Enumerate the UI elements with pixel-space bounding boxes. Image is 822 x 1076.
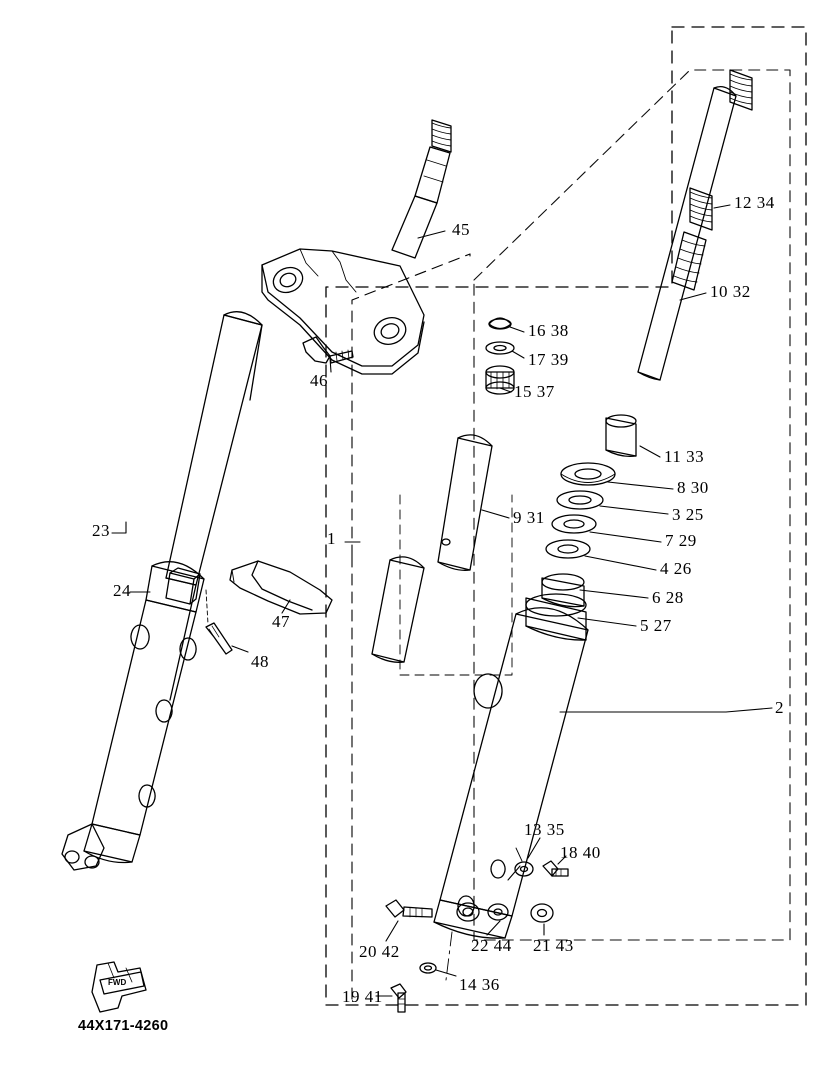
callout-9-31: 9 31 [513, 508, 545, 527]
part-sleeve-lower [372, 557, 424, 662]
callout-24: 24 [113, 581, 131, 600]
part-7-29-ring [552, 515, 596, 533]
part-19-41-bolt [391, 984, 406, 1012]
part-23-24-left-fork [62, 312, 262, 870]
callout-19-41: 19 41 [342, 987, 383, 1006]
callout-18-40: 18 40 [560, 843, 601, 862]
part-21-43-nut [531, 904, 553, 922]
dashed-group-left [352, 254, 470, 556]
callout-7-29: 7 29 [665, 531, 697, 550]
callout-45: 45 [452, 220, 470, 239]
fwd-marker [92, 962, 146, 1012]
part-12-34-spring-mid [690, 188, 712, 230]
part-8-30-seal [561, 463, 615, 485]
part-48-bolt [206, 590, 232, 654]
part-20-42-bolt [386, 900, 432, 917]
part-2-outer-tube [434, 608, 588, 980]
callout-13-35: 13 35 [524, 820, 565, 839]
callout-12-34: 12 34 [734, 193, 775, 212]
callout-2: 2 [775, 698, 784, 717]
part-22-44-bush [488, 904, 508, 920]
callout-6-28: 6 28 [652, 588, 684, 607]
callout-4-26: 4 26 [660, 559, 692, 578]
fwd-text: FWD [108, 978, 127, 987]
part-upper-bracket [262, 249, 424, 374]
part-46-bolt [303, 337, 353, 363]
part-47-clamp [230, 561, 332, 614]
callout-10-32: 10 32 [710, 282, 751, 301]
part-9-31-cylinder [438, 435, 492, 570]
part-10-32-inner-tube [638, 87, 736, 380]
callout-11-33: 11 33 [664, 447, 705, 466]
callout-47: 47 [272, 612, 290, 631]
part-number-label: 44X171-4260 [78, 1018, 169, 1034]
part-15-37-seat [486, 366, 514, 394]
callout-3-25: 3 25 [672, 505, 704, 524]
part-3-25-clip [557, 491, 603, 509]
part-11-33-collar [606, 415, 636, 456]
callout-8-30: 8 30 [677, 478, 709, 497]
part-6-28-bush [542, 574, 584, 607]
callout-46: 46 [310, 371, 328, 390]
part-14-36-oring [420, 963, 436, 973]
part-17-39-washer [486, 342, 514, 354]
callout-21-43: 21 43 [533, 936, 574, 955]
callout-16-38: 16 38 [528, 321, 569, 340]
callout-23: 23 [92, 521, 110, 540]
callout-15-37: 15 37 [514, 382, 555, 401]
dashed-subbox [400, 495, 512, 675]
callout-20-42: 20 42 [359, 942, 400, 961]
callout-22-44: 22 44 [471, 936, 512, 955]
callout-5-27: 5 27 [640, 616, 672, 635]
part-18-40-bolt [543, 861, 568, 876]
part-4-26-washer [546, 540, 590, 558]
part-13-35-washer [515, 848, 533, 876]
callout-14-36: 14 36 [459, 975, 500, 994]
part-16-38-cap [489, 318, 511, 329]
callout-48: 48 [251, 652, 269, 671]
callout-1: 1 [327, 529, 336, 548]
callout-17-39: 17 39 [528, 350, 569, 369]
